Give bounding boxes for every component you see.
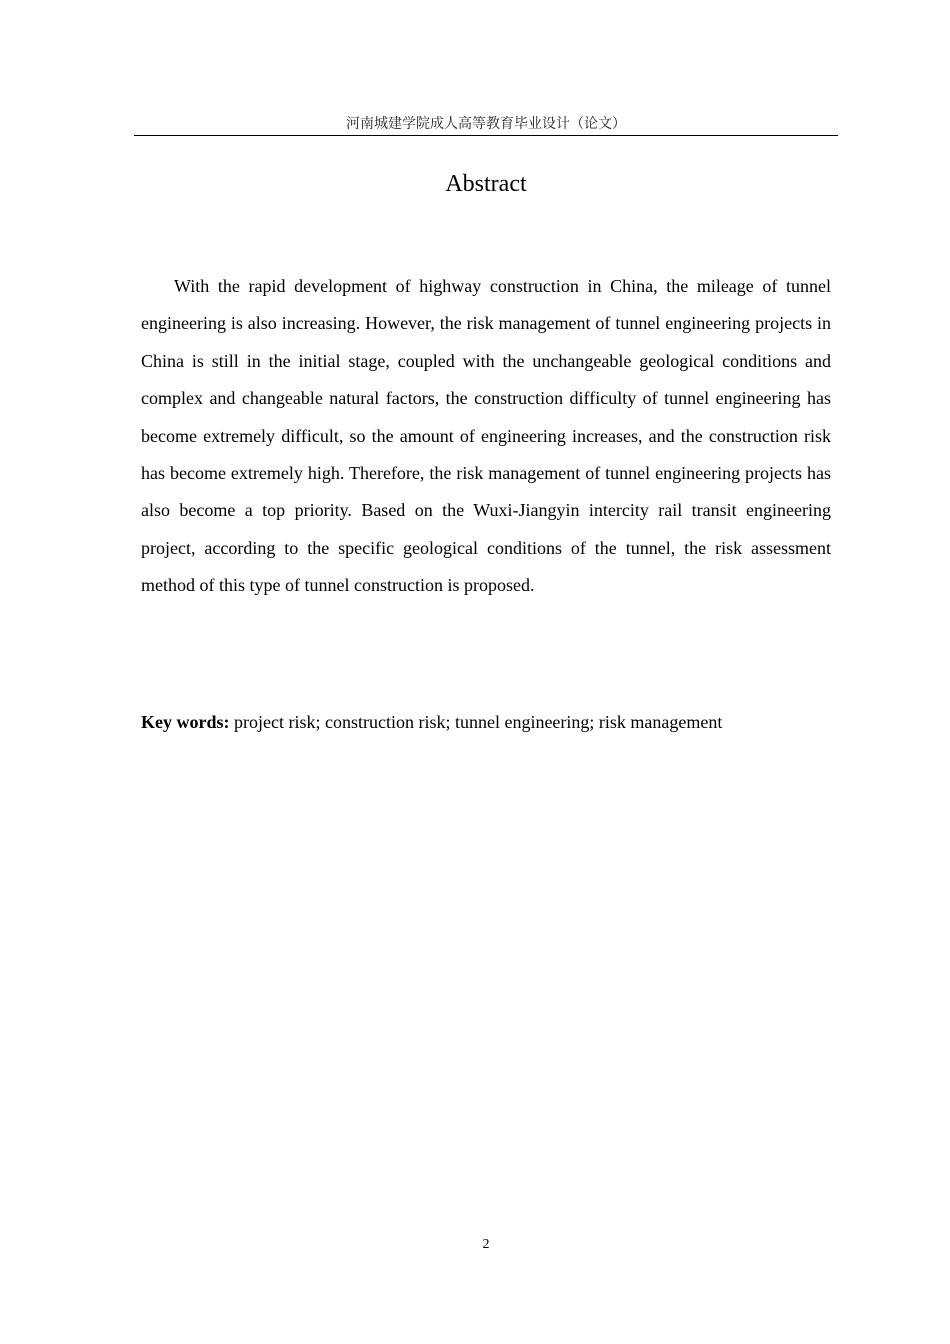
abstract-title: Abstract (445, 171, 527, 197)
keywords-text: project risk; construction risk; tunnel engineering; risk management (234, 712, 723, 732)
keywords-line (141, 708, 831, 736)
running-header: 河南城建学院成人高等教育毕业设计（论文） (134, 116, 838, 136)
keywords-label: Key words: (141, 712, 230, 732)
abstract-body: With the rapid development of highway construction in China, the mileage of tunnel engineering is also increasing. However, the risk management of tunnel engineering projects in China is still in the initial stage, coupled with the unchangeable geological conditions and complex and changeable natural factors, the construction difficulty of tunnel engineering has become extremely difficult, so the amount of engineering increases, and the construction risk has become extremely high. Therefore, the risk management of tunnel engineering projects has also become a top priority. Based on the Wuxi-Jiangyin intercity rail transit engineering project, according to the specific geological conditions of the tunnel, the risk assessment method of this type of tunnel construction is proposed. (141, 276, 831, 596)
page-number: 2 (482, 1237, 490, 1252)
